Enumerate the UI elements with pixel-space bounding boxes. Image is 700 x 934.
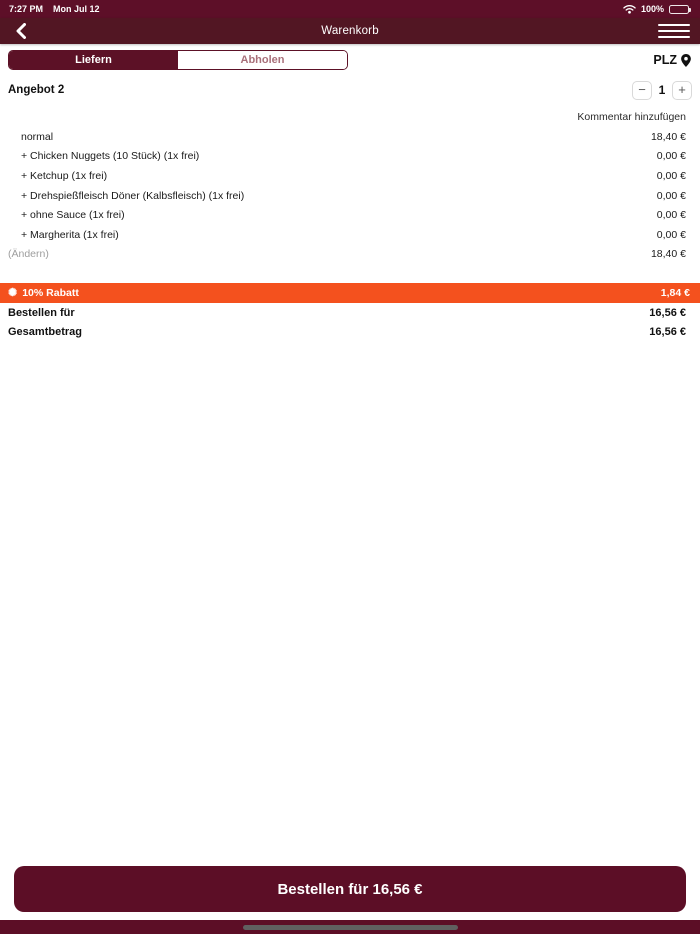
offer-row [0, 80, 700, 100]
page-title: Warenkorb [321, 25, 379, 37]
plz-label: PLZ [653, 53, 677, 67]
item-label: + Ketchup (1x frei) [21, 169, 108, 182]
location-pin-icon [681, 54, 691, 67]
quantity-stepper [632, 81, 692, 100]
cart-item [0, 225, 700, 245]
item-price: 0,00 € [656, 209, 686, 222]
quantity-value: 1 [658, 83, 666, 97]
starburst-icon: ✺ [8, 286, 18, 299]
cart-item-list [0, 127, 700, 264]
item-price: 18,40 € [650, 130, 686, 143]
plz-button[interactable] [653, 53, 692, 67]
decrease-quantity-button[interactable]: − [632, 81, 652, 100]
grand-total-value: 16,56 € [649, 326, 686, 339]
order-button[interactable]: Bestellen für 16,56 € [14, 866, 686, 912]
order-for-row [0, 303, 700, 323]
add-comment-link[interactable]: Kommentar hinzufügen [577, 110, 686, 123]
bottom-bar [0, 920, 700, 934]
battery-icon [669, 5, 689, 14]
chevron-left-icon [16, 23, 26, 39]
segment-liefern[interactable]: Liefern [9, 51, 178, 69]
segment-abholen[interactable]: Abholen [178, 51, 347, 69]
cart-item [0, 127, 700, 147]
grand-total-label: Gesamtbetrag [8, 326, 82, 339]
cart-item [0, 166, 700, 186]
status-time: 7:27 PM [9, 4, 44, 14]
item-price: 0,00 € [656, 169, 686, 182]
item-label: + Drehspießfleisch Döner (Kalbsfleisch) (1x frei) [21, 189, 245, 202]
discount-amount: 1,84 € [660, 287, 690, 300]
wifi-icon [623, 4, 636, 14]
status-right [623, 4, 691, 14]
battery-percent: 100% [640, 4, 664, 14]
comment-row [0, 108, 700, 125]
item-price: 0,00 € [656, 189, 686, 202]
home-indicator[interactable] [243, 925, 458, 930]
order-for-value: 16,56 € [649, 306, 686, 319]
item-price: 0,00 € [656, 150, 686, 163]
hamburger-icon [658, 24, 690, 27]
toggle-row [0, 44, 700, 70]
nav-bar [0, 18, 700, 44]
delivery-mode-toggle [8, 50, 348, 70]
cart-item [0, 186, 700, 206]
item-label: + Chicken Nuggets (10 Stück) (1x frei) [21, 150, 200, 163]
status-left [9, 4, 100, 14]
change-item-row [0, 245, 700, 265]
order-for-label: Bestellen für [8, 306, 75, 319]
grand-total-row [0, 323, 700, 343]
cart-item [0, 205, 700, 225]
item-price: 0,00 € [656, 228, 686, 241]
item-label: + ohne Sauce (1x frei) [21, 209, 125, 222]
change-link[interactable]: (Ändern) [8, 248, 49, 261]
discount-banner [0, 283, 700, 303]
increase-quantity-button[interactable]: + [672, 81, 692, 100]
item-label: normal [21, 130, 54, 143]
status-date: Mon Jul 12 [53, 4, 100, 14]
offer-title: Angebot 2 [8, 84, 65, 96]
menu-button[interactable] [658, 18, 690, 44]
status-bar [0, 0, 700, 18]
item-label: + Margherita (1x frei) [21, 228, 119, 241]
back-button[interactable] [6, 18, 36, 44]
item-subtotal: 18,40 € [650, 248, 686, 261]
discount-label: 10% Rabatt [22, 287, 79, 300]
cart-item [0, 147, 700, 167]
discount-left [8, 287, 79, 299]
